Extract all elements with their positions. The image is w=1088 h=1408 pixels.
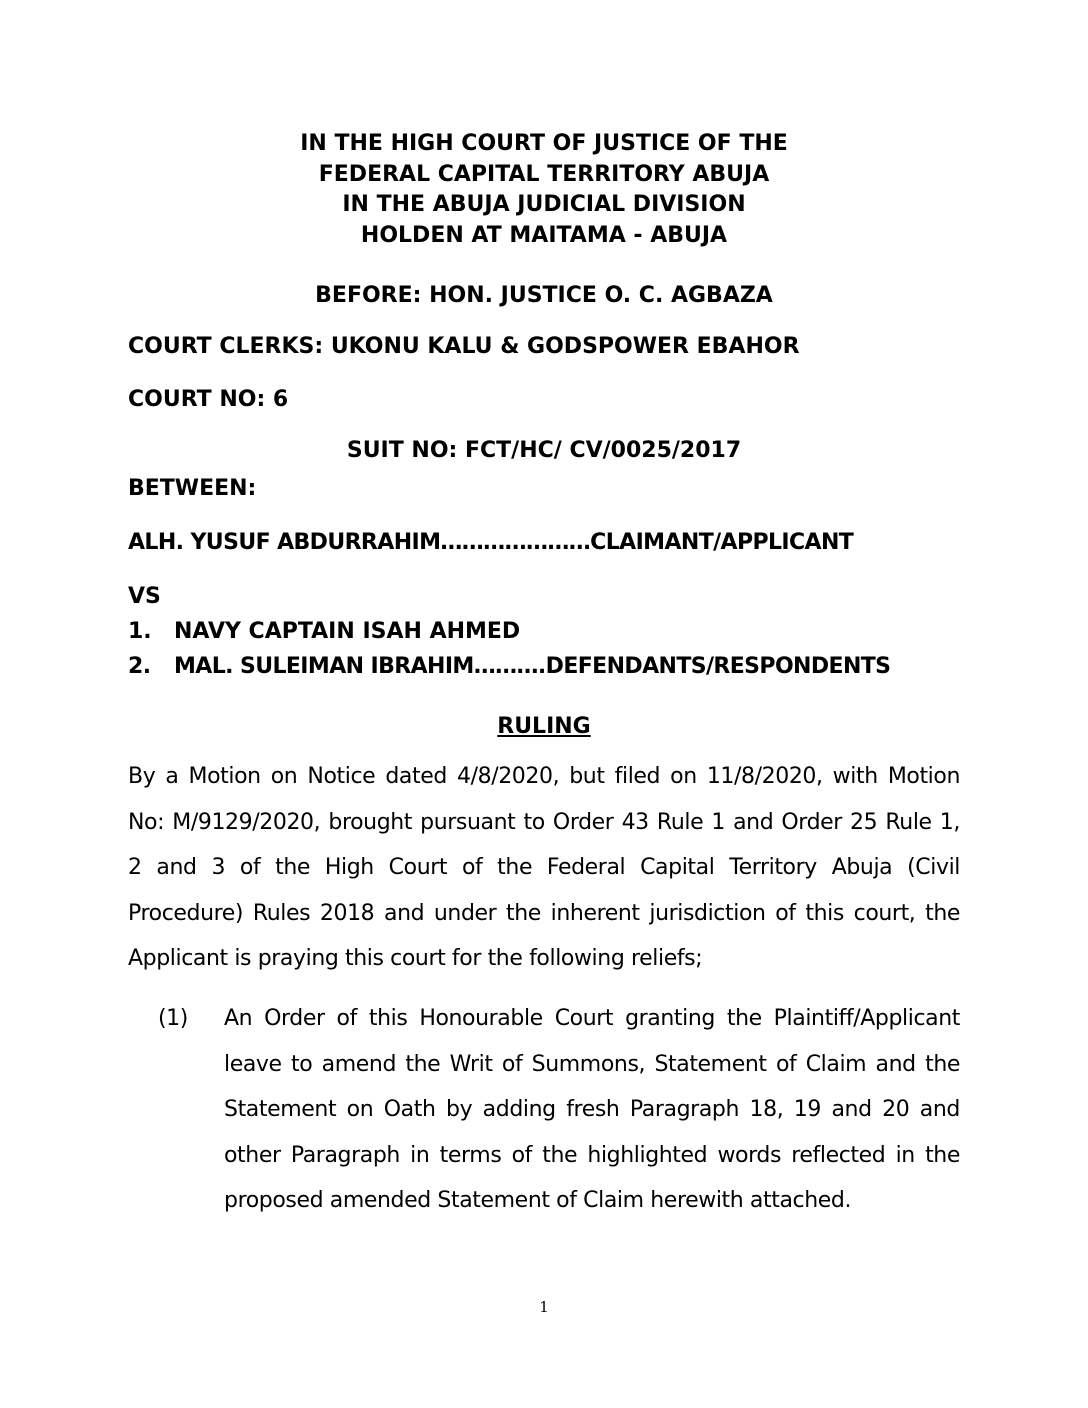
suit-number: SUIT NO: FCT/HC/ CV/0025/2017 <box>346 438 742 463</box>
defendant-row-1 <box>128 617 520 647</box>
relief-number: (1) <box>158 1006 188 1031</box>
intro-paragraph: By a Motion on Notice dated 4/8/2020, but filed on 11/8/2020, with Motion No: M/9129/2020, brought pursuant to Order 43 Rule 1 and Order 25 Rule 1, 2 and 3 of the High Court of the Federal Capital Territory Abuja (Civil Procedure) Rules 2018 and under the inherent jurisdiction of this court, the Applicant is praying this court for the following reliefs; <box>128 764 960 971</box>
claimant-line: ALH. YUSUF ABDURRAHIM…………………CLAIMANT/APPLICANT <box>128 530 854 555</box>
court-clerks: COURT CLERKS: UKONU KALU & GODSPOWER EBAHOR <box>128 334 800 359</box>
defendant-row-2 <box>128 652 890 682</box>
defendant-name: MAL. SULEIMAN IBRAHIM……….DEFENDANTS/RESPONDENTS <box>174 654 891 679</box>
ruling-title: RULING <box>497 714 591 739</box>
defendant-name: NAVY CAPTAIN ISAH AHMED <box>174 619 521 644</box>
court-number: COURT NO: 6 <box>128 387 289 412</box>
court-header-line-3: IN THE ABUJA JUDICIAL DIVISION <box>342 192 746 217</box>
court-header-line-2: FEDERAL CAPITAL TERRITORY ABUJA <box>318 162 770 187</box>
court-header-line-1: IN THE HIGH COURT OF JUSTICE OF THE <box>300 131 788 156</box>
defendant-number: 2. <box>128 654 151 679</box>
relief-text: An Order of this Honourable Court granting the Plaintiff/Applicant leave to amend the Writ of Summons, Statement of Claim and the Statement on Oath by adding fresh Paragraph 18, 19 and 20 and other Paragraph in terms of the highlighted words reflected in the proposed amended Statement of Claim herewith attached. <box>224 1006 960 1213</box>
defendant-number: 1. <box>128 619 152 644</box>
court-header-line-4: HOLDEN AT MAITAMA - ABUJA <box>360 223 728 248</box>
between-label: BETWEEN: <box>128 476 257 501</box>
page-number: 1 <box>539 1298 549 1316</box>
versus-label: VS <box>128 584 161 609</box>
before-judge: BEFORE: HON. JUSTICE O. C. AGBAZA <box>315 283 773 308</box>
